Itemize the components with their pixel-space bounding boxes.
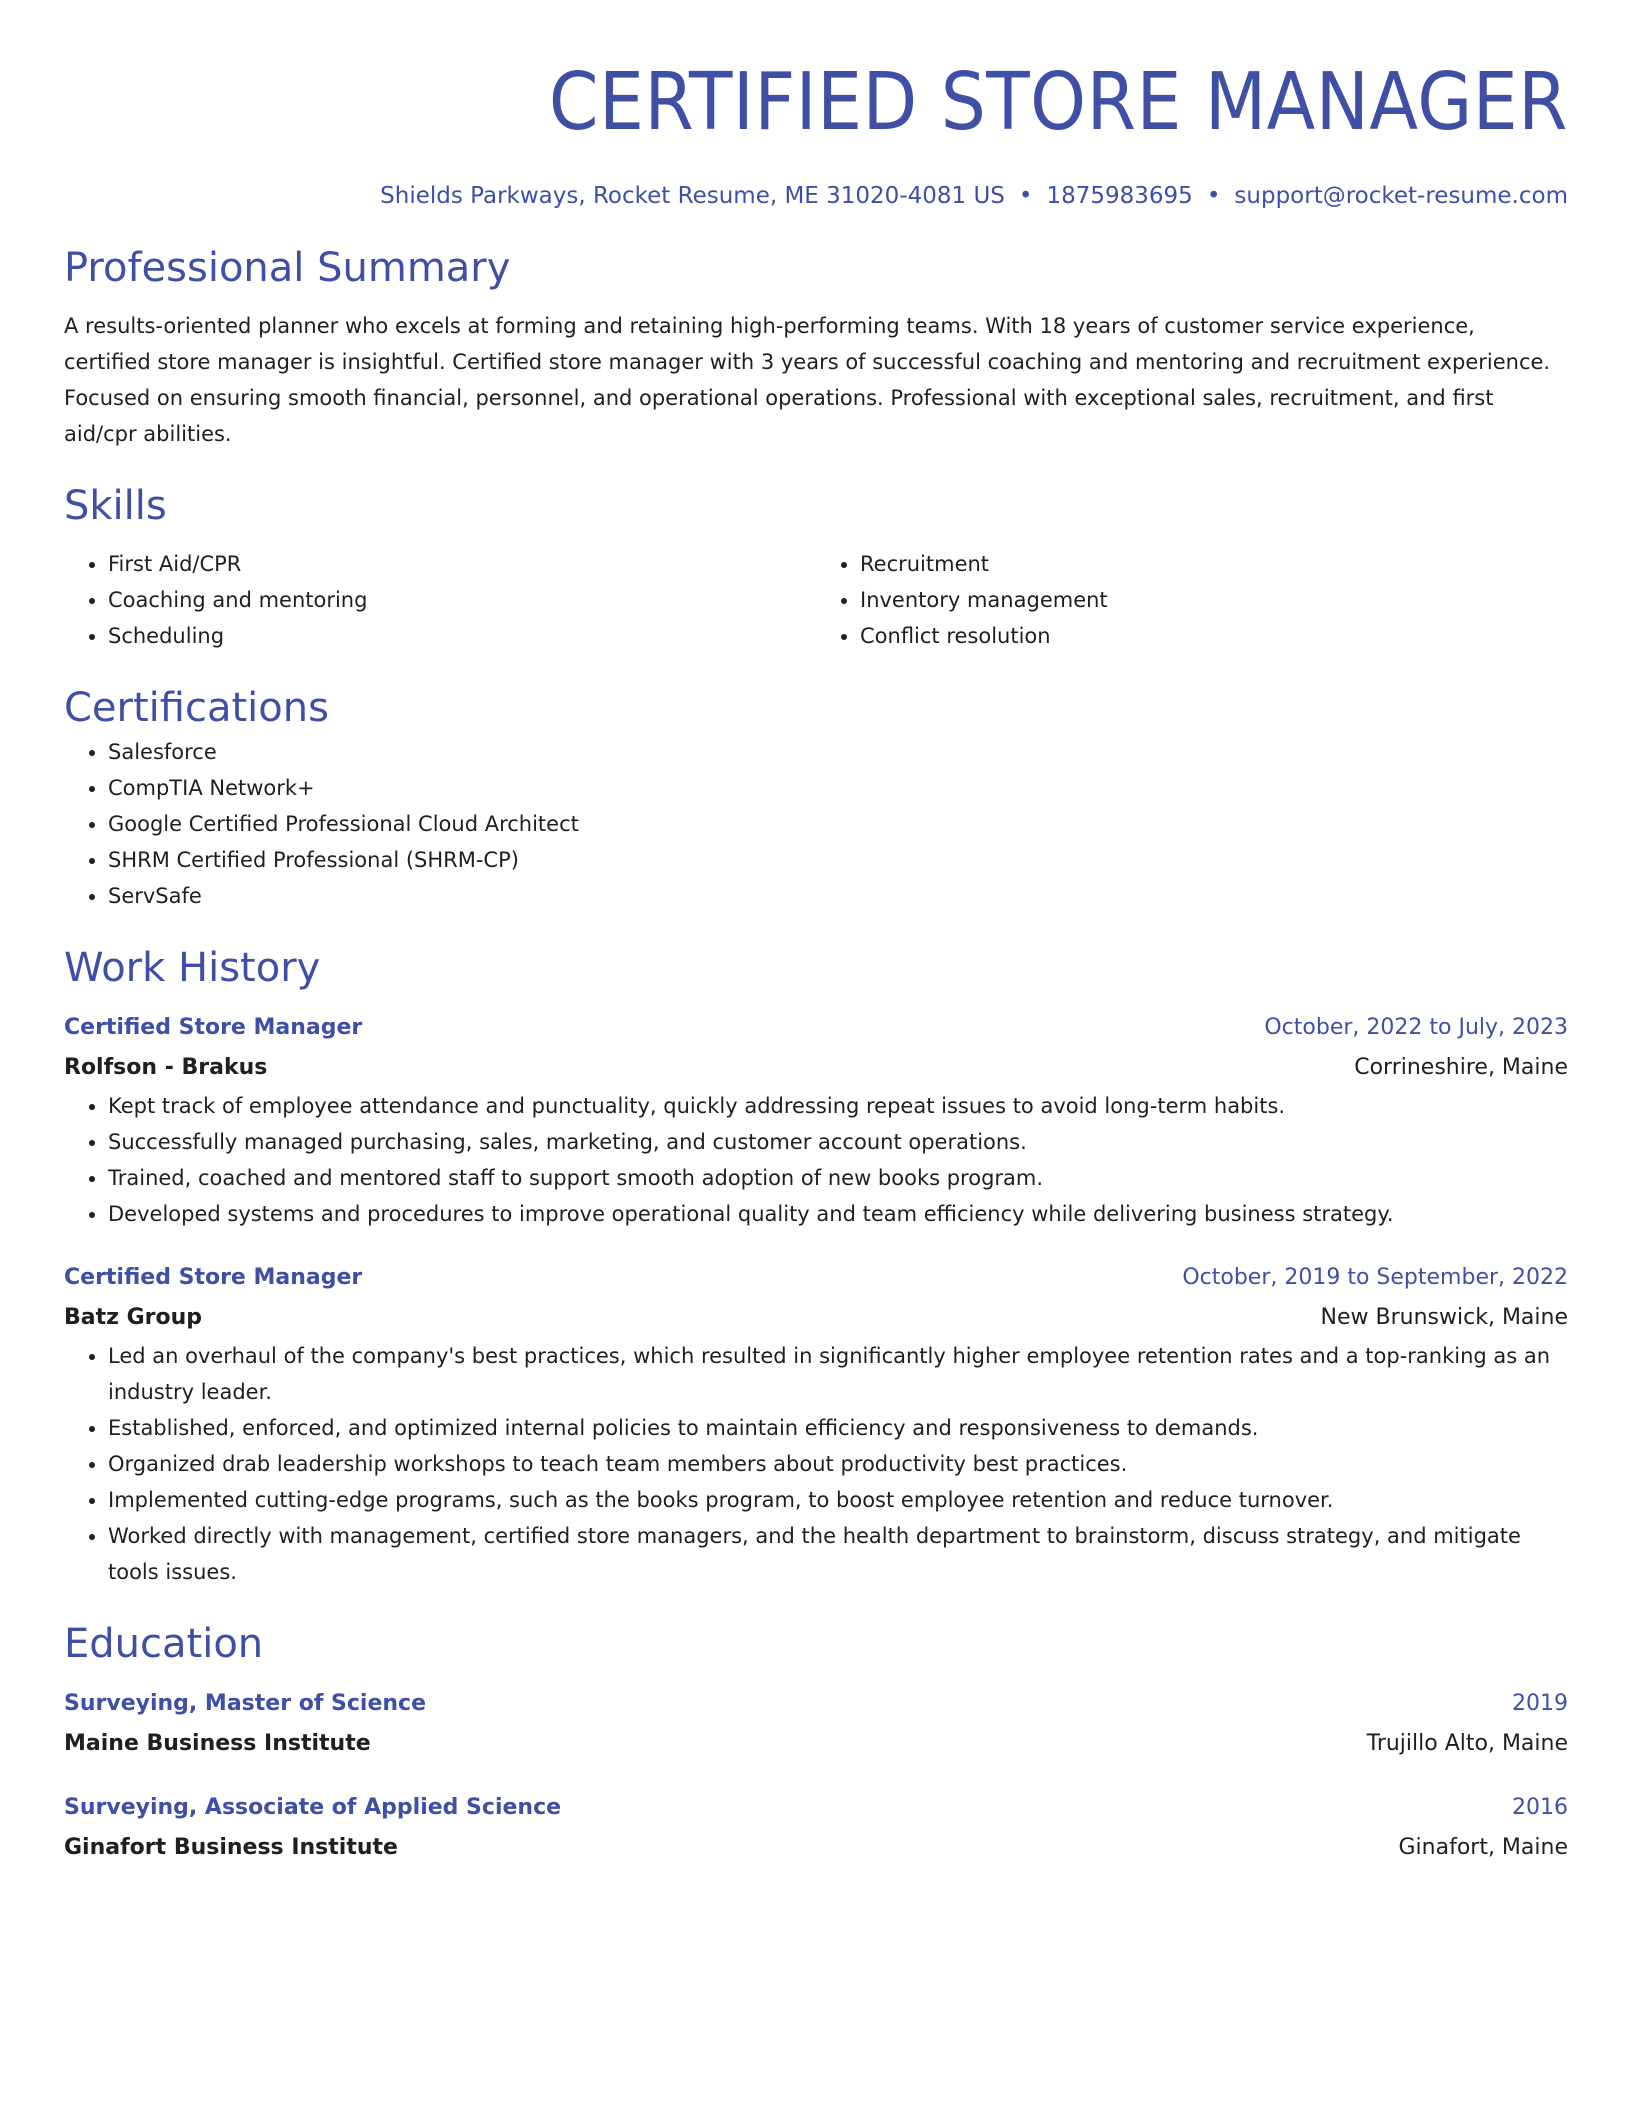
job-entry xyxy=(64,1008,1568,1232)
skills-list-left xyxy=(64,546,816,654)
education-header xyxy=(64,1684,1568,1724)
education-year: 2019 xyxy=(1512,1691,1568,1716)
section-title-education: Education xyxy=(64,1621,264,1667)
education-degree: Surveying, Associate of Applied Science xyxy=(64,1795,562,1820)
summary-text: A results-oriented planner who excels at forming and retaining high-performing teams. With 18 years of customer service experience, certified store manager is insightful. Certified store manager with 3 years of successful coaching and mentoring and recruitment experience. Focused on ensuring smooth financial, personnel, and operational operations. Professional with exceptional sales, recruitment, and first aid/cpr abilities. xyxy=(64,314,1551,446)
certification-item: • SHRM Certified Professional (SHRM-CP) xyxy=(108,842,1568,878)
contact-separator: • xyxy=(1206,183,1221,209)
contact-phone[interactable]: 1875983695 xyxy=(1046,183,1193,209)
education-year: 2016 xyxy=(1512,1795,1568,1820)
certification-item: • ServSafe xyxy=(108,878,1568,914)
job-bullet: • Implemented cutting-edge programs, such as the books program, to boost employee retention and reduce turnover. xyxy=(108,1482,1568,1518)
certification-item: • Google Certified Professional Cloud Architect xyxy=(108,806,1568,842)
job-bullet: • Developed systems and procedures to improve operational quality and team efficiency while delivering business strategy. xyxy=(108,1196,1568,1232)
skill-item: • First Aid/CPR xyxy=(108,546,816,582)
job-dates: October, 2019 to September, 2022 xyxy=(1182,1265,1568,1290)
contact-email[interactable]: support@rocket-resume.com xyxy=(1234,183,1568,209)
education-location: Ginafort, Maine xyxy=(1398,1835,1568,1860)
skill-item: • Coaching and mentoring xyxy=(108,582,816,618)
section-title-certifications: Certifications xyxy=(64,685,329,731)
job-bullet: • Kept track of employee attendance and punctuality, quickly addressing repeat issues to avoid long-term habits. xyxy=(108,1088,1568,1124)
education-school: Ginafort Business Institute xyxy=(64,1835,398,1860)
job-bullet: • Worked directly with management, certified store managers, and the health department to brainstorm, discuss strategy, and mitigate tools issues. xyxy=(108,1518,1568,1590)
job-bullets xyxy=(64,1088,1568,1232)
skill-item: • Recruitment xyxy=(860,546,1568,582)
skill-item: • Conflict resolution xyxy=(860,618,1568,654)
contact-line xyxy=(64,180,1568,212)
job-bullets xyxy=(64,1338,1568,1590)
job-role: Certified Store Manager xyxy=(64,1265,363,1290)
job-company: Batz Group xyxy=(64,1305,203,1330)
skill-item: • Scheduling xyxy=(108,618,816,654)
education-location: Trujillo Alto, Maine xyxy=(1366,1731,1568,1756)
job-bullet: • Successfully managed purchasing, sales, marketing, and customer account operations. xyxy=(108,1124,1568,1160)
education-header xyxy=(64,1788,1568,1828)
section-title-summary: Professional Summary xyxy=(64,245,511,291)
contact-address: Shields Parkways, Rocket Resume, ME 31020-4081 US xyxy=(380,183,1005,209)
section-title-work-history: Work History xyxy=(64,945,321,991)
skills-grid xyxy=(64,546,1568,654)
job-role: Certified Store Manager xyxy=(64,1015,363,1040)
education-entry xyxy=(64,1684,1568,1764)
contact-separator: • xyxy=(1018,183,1033,209)
job-company: Rolfson - Brakus xyxy=(64,1055,268,1080)
education-subheader xyxy=(64,1724,1568,1764)
certifications-list xyxy=(64,734,1568,914)
certification-item: • Salesforce xyxy=(108,734,1568,770)
job-header xyxy=(64,1258,1568,1298)
resume-header xyxy=(64,52,1568,212)
education-subheader xyxy=(64,1828,1568,1868)
job-dates: October, 2022 to July, 2023 xyxy=(1264,1015,1568,1040)
job-subheader xyxy=(64,1298,1568,1338)
certification-item: • CompTIA Network+ xyxy=(108,770,1568,806)
section-title-skills: Skills xyxy=(64,483,167,529)
education-degree: Surveying, Master of Science xyxy=(64,1691,427,1716)
skills-list-right xyxy=(816,546,1568,654)
job-subheader xyxy=(64,1048,1568,1088)
job-bullet: • Established, enforced, and optimized internal policies to maintain efficiency and responsiveness to demands. xyxy=(108,1410,1568,1446)
job-location: New Brunswick, Maine xyxy=(1320,1305,1568,1330)
education-school: Maine Business Institute xyxy=(64,1731,371,1756)
job-bullet: • Trained, coached and mentored staff to support smooth adoption of new books program. xyxy=(108,1160,1568,1196)
candidate-title: CERTIFIED STORE MANAGER xyxy=(548,56,1568,148)
skill-item: • Inventory management xyxy=(860,582,1568,618)
job-bullet: • Organized drab leadership workshops to teach team members about productivity best practices. xyxy=(108,1446,1568,1482)
job-location: Corrineshire, Maine xyxy=(1354,1055,1568,1080)
job-bullet: • Led an overhaul of the company's best practices, which resulted in significantly higher employee retention rates and a top-ranking as an industry leader. xyxy=(108,1338,1568,1410)
education-entry xyxy=(64,1788,1568,1868)
job-entry xyxy=(64,1258,1568,1590)
job-header xyxy=(64,1008,1568,1048)
